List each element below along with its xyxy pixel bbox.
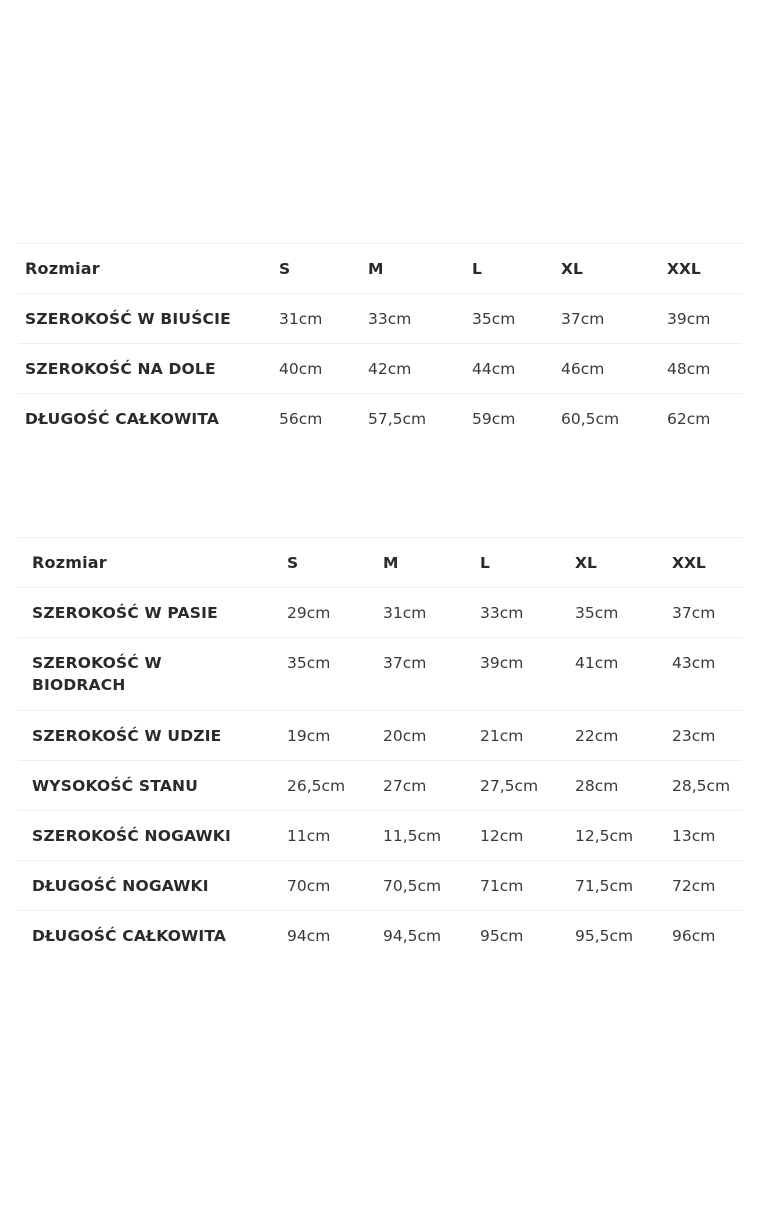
table-cell: 27,5cm <box>480 761 575 811</box>
table-cell: 71cm <box>480 861 575 911</box>
table-cell: 11cm <box>287 811 383 861</box>
table-row <box>18 294 742 344</box>
table-cell: 29cm <box>287 588 383 638</box>
row-label: WYSOKOŚĆ STANU <box>18 761 287 811</box>
row-label: SZEROKOŚĆ NA DOLE <box>18 344 279 394</box>
table-row <box>18 588 742 638</box>
table-cell: 37cm <box>383 638 480 711</box>
table-row <box>18 638 742 711</box>
table-cell: 48cm <box>667 344 742 394</box>
header-cell: M <box>383 538 480 588</box>
table-cell: 39cm <box>480 638 575 711</box>
table-cell: 22cm <box>575 711 672 761</box>
table-cell: 40cm <box>279 344 368 394</box>
table-cell: 42cm <box>368 344 472 394</box>
table-cell: 41cm <box>575 638 672 711</box>
table-cell: 31cm <box>383 588 480 638</box>
table-cell: 44cm <box>472 344 561 394</box>
table-cell: 37cm <box>561 294 667 344</box>
table-row <box>18 911 742 961</box>
table-cell: 20cm <box>383 711 480 761</box>
header-cell: XXL <box>667 244 742 294</box>
table-cell: 19cm <box>287 711 383 761</box>
table-cell: 56cm <box>279 394 368 444</box>
table-cell: 94,5cm <box>383 911 480 961</box>
size-table-top <box>18 243 742 444</box>
table-cell: 35cm <box>472 294 561 344</box>
table-cell: 12cm <box>480 811 575 861</box>
table-cell: 21cm <box>480 711 575 761</box>
table-cell: 72cm <box>672 861 742 911</box>
table-header-row <box>18 538 742 588</box>
table-cell: 95cm <box>480 911 575 961</box>
table-cell: 70,5cm <box>383 861 480 911</box>
table-header-row <box>18 244 742 294</box>
row-label: DŁUGOŚĆ NOGAWKI <box>18 861 287 911</box>
table-row <box>18 394 742 444</box>
header-cell: M <box>368 244 472 294</box>
table-row <box>18 861 742 911</box>
header-cell: XXL <box>672 538 742 588</box>
header-cell: Rozmiar <box>18 538 287 588</box>
table-cell: 11,5cm <box>383 811 480 861</box>
row-label: SZEROKOŚĆ NOGAWKI <box>18 811 287 861</box>
row-label: DŁUGOŚĆ CAŁKOWITA <box>18 911 287 961</box>
row-label: SZEROKOŚĆ W BIUŚCIE <box>18 294 279 344</box>
header-cell: XL <box>575 538 672 588</box>
table-cell: 46cm <box>561 344 667 394</box>
header-cell: L <box>472 244 561 294</box>
table-cell: 28,5cm <box>672 761 742 811</box>
header-cell: S <box>287 538 383 588</box>
table-cell: 35cm <box>575 588 672 638</box>
table-cell: 39cm <box>667 294 742 344</box>
table-cell: 60,5cm <box>561 394 667 444</box>
table-cell: 59cm <box>472 394 561 444</box>
table-cell: 96cm <box>672 911 742 961</box>
table-cell: 23cm <box>672 711 742 761</box>
table-row <box>18 344 742 394</box>
table-cell: 27cm <box>383 761 480 811</box>
table-cell: 33cm <box>368 294 472 344</box>
row-label: SZEROKOŚĆ W BIODRACH <box>18 638 287 711</box>
table-cell: 95,5cm <box>575 911 672 961</box>
row-label: SZEROKOŚĆ W PASIE <box>18 588 287 638</box>
header-cell: XL <box>561 244 667 294</box>
size-table-bottom <box>18 537 742 961</box>
table-cell: 70cm <box>287 861 383 911</box>
row-label: DŁUGOŚĆ CAŁKOWITA <box>18 394 279 444</box>
table-cell: 33cm <box>480 588 575 638</box>
table-cell: 71,5cm <box>575 861 672 911</box>
header-cell: Rozmiar <box>18 244 279 294</box>
table-cell: 57,5cm <box>368 394 472 444</box>
header-cell: S <box>279 244 368 294</box>
row-label: SZEROKOŚĆ W UDZIE <box>18 711 287 761</box>
table-cell: 12,5cm <box>575 811 672 861</box>
table-cell: 13cm <box>672 811 742 861</box>
table-row <box>18 811 742 861</box>
header-cell: L <box>480 538 575 588</box>
table-cell: 28cm <box>575 761 672 811</box>
table-row <box>18 761 742 811</box>
table-cell: 62cm <box>667 394 742 444</box>
table-row <box>18 711 742 761</box>
table-cell: 43cm <box>672 638 742 711</box>
table-cell: 26,5cm <box>287 761 383 811</box>
table-cell: 31cm <box>279 294 368 344</box>
table-cell: 94cm <box>287 911 383 961</box>
table-cell: 37cm <box>672 588 742 638</box>
table-cell: 35cm <box>287 638 383 711</box>
